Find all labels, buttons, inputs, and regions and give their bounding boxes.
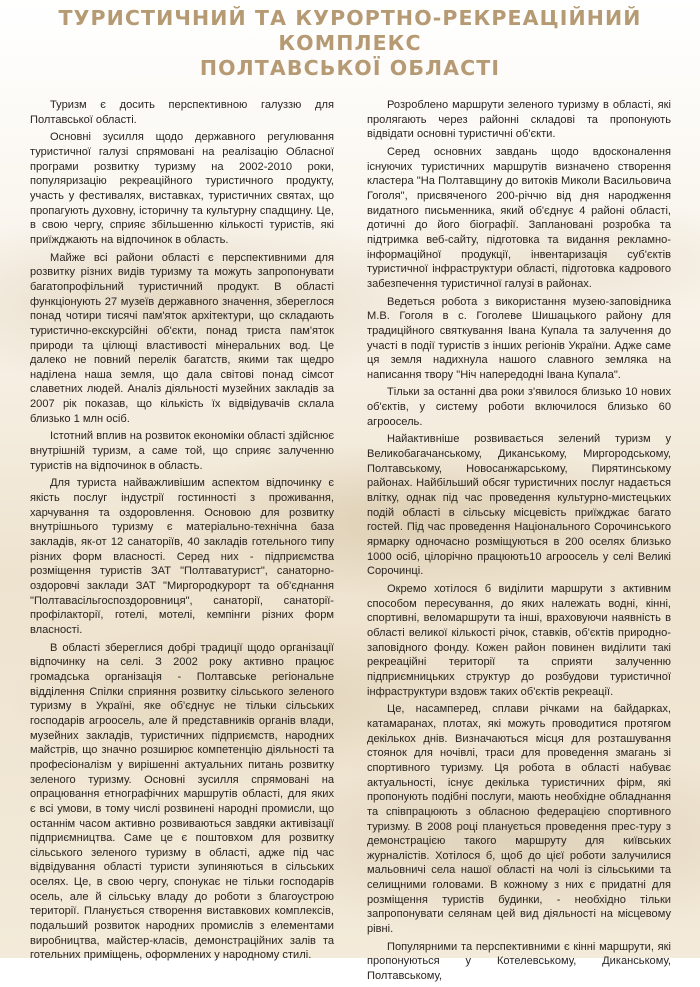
page-title bbox=[0, 6, 700, 81]
left-column bbox=[30, 98, 334, 966]
title-line-1: ТУРИСТИЧНИЙ ТА КУРОРТНО-РЕКРЕАЦІЙНИЙ КОМПЛЕКС bbox=[58, 6, 642, 55]
left-paragraph-5: Для туриста найважливішим аспектом відпочинку є якість послуг індустрії гостинності з проживання, харчування та оздоровлення. Основою для розвитку внутрішнього туризму є матеріально-технічна база закладів, як-от 12 санаторіїв, 40 закладів готельного типу різних форм власності. Серед них - підприємства розміщення туристів ЗАТ "Полтаватурист", санаторно-оздоровчі заклади ЗАТ "Миргородкурорт та об'єднання "Полтавасільгоспоздоровниця", санаторії, санаторії-профілакторії, готелі, мотелі, кемпінги різних форм власності. bbox=[30, 477, 334, 636]
right-column bbox=[367, 98, 671, 987]
title-line-2: ПОЛТАВСЬКОЇ ОБЛАСТІ bbox=[199, 56, 501, 80]
right-paragraph-8: Популярними та перспективними є кінні маршрути, які пропонуються у Котелевському, Диканському, Полтавському, bbox=[367, 940, 671, 983]
right-paragraph-3: Ведеться робота з використання музею-заповідника М.В. Гоголя в с. Гоголеве Шишацького району для традиційного святкування Івана Купала та залучення до участі в події туристів з інших регіонів України. Адже саме ця земля надихнула нашого славного земляка на написання твору "Ніч напередодні Івана Купала". bbox=[367, 295, 671, 381]
right-paragraph-7: Це, насамперед, сплави річками на байдарках, катамаранах, плотах, які можуть проводитися протягом декількох днів. Визначаються місця для розташування стоянок для ночівлі, траси для проведення змагань зі спортивного туризму. Ця робота в області набуває актуальності, існує декілька туристичних фірм, які пропонують подібні послуги, мають необхідне обладнання та співпрацюють з обласною федерацією спортивного туризму. В 2008 році планується проведення прес-туру з демонстрацією такого маршруту для київських журналістів. Хотілося б, щоб до цієї роботи залучилися мальовничі села нашої області на чолі із сільськими та селищними головами. В кожному з них є придатні для розміщення туристів будинки, - необхідно тільки запропонувати селянам цей вид діяльності на місцевому рівні. bbox=[367, 703, 671, 936]
left-paragraph-4: Істотний вплив на розвиток економіки області здійснює внутрішній туризм, а саме той, що сприяє залученню туристів на відпочинок в область. bbox=[30, 430, 334, 472]
right-paragraph-4: Тільки за останні два роки з'явилося близько 10 нових об'єктів, у систему роботи включилося близько 60 агроосель. bbox=[367, 386, 671, 428]
left-paragraph-6: В області збереглися добрі традиції щодо організації відпочинку на селі. З 2002 року активно працює громадська організація - Полтавське регіональне відділення Спілки сприяння розвитку сільського зеленого туризму в Україні, яке об'єднує не тільки сільських господарів агроосель, але й представників органів влади, музейних закладів, туристичних підприємств, народних майстрів, що значно розширює компетенцію діяльності та професіоналізм у вирішенні актуальних питань розвитку зеленого туризму. Основні зусилля спрямовані на опрацювання етнографічних маршрутів області, для яких є всі умови, в тому числі розвинені народні промисли, що останнім часом активно розвиваються завдяки активізації підприємництва. Саме це є поштовхом для розвитку сільського зеленого туризму в області, адже під час відвідування області туристи зупиняються в сільських оселях. Це, в свою чергу, спонукає не тільки господарів осель, але й сільську владу до роботи з благоустрою території. Планується створення виставкових комплексів, подальший розвиток народних промислів з елементами виробництва, майстер-класів, демонстраційних залів та готельних приміщень, оформлених у народному стилі. bbox=[30, 641, 334, 962]
right-paragraph-1: Розроблено маршрути зеленого туризму в області, які пролягають через районні складові та пропонують відвідати основні туристичні об'єкти. bbox=[367, 99, 671, 141]
left-paragraph-2: Основні зусилля щодо державного регулювання туристичної галузі спрямовані на реалізацію Обласної програми розвитку туризму на 2002-2010 роки, популяризацію рекреаційного туристичного продукту, участь у фестивалях, виставках, туристичних святах, що пропагують духовну, історичну та культурну спадщину. Це, в свою чергу, сприяє збільшенню кількості туристів, які приїжджають на відпочинок в область. bbox=[30, 131, 334, 246]
left-paragraph-1: Туризм є досить перспективною галуззю для Полтавської області. bbox=[30, 99, 334, 126]
left-paragraph-3: Майже всі райони області є перспективними для розвитку різних видів туризму та можуть запропонувати багатопрофільний туристичний продукт. В області функціонують 27 музеїв державного значення, збереглося понад чотири тисячі пам'яток архітектури, що складають туристично-екскурсійні об'єкти, понад триста пам'яток природи та цілющі властивості мінеральних вод. Це далеко не повний перелік багатств, якими так щедро наділена наша земля, що дала світові понад сімсот славетних людей. Аналіз діяльності музейних закладів за 2007 рік показав, що кількість їх відвідувачів склала близько 1 млн осіб. bbox=[30, 251, 334, 425]
right-paragraph-6: Окремо хотілося б виділити маршрути з активним способом пересування, до яких належать водні, кінні, спортивні, веломаршрути та інші, враховуючи наявність в області великої кількості річок, ставків, об'єктів природно-заповідного фонду. Кожен район повинен виділити такі рекреаційні території та сприяти залученню підприємницьких структур до розбудови туристичної інфраструктури вздовж таких об'єктів рекреації. bbox=[367, 583, 671, 698]
right-paragraph-5: Найактивніше розвивається зелений туризм у Великобагачанському, Диканському, Миргородському, Полтавському, Новосанжарському, Пирятинському районах. Найбільший обсяг туристичних послуг надається влітку, однак під час проведення культурно-мистецьких подій області в сільську місцевість приїжджає багато гостей. Під час проведення Національного Сорочинського ярмарку одночасно розміщуються в 200 оселях близько 1000 осіб, цілорічно працюють10 агроосель у селі Великі Сорочинці. bbox=[367, 433, 671, 578]
right-paragraph-2: Серед основних завдань щодо вдосконалення існуючих туристичних маршрутів визначено створення кластера "На Полтавщину до витоків Миколи Васильовича Гоголя", присвяченого 200-річчю від дня народження видатного письменника, який об'єднує 4 районі області, дотичні до його біографії. Заплановані розробка та підтримка веб-сайту, підготовка та видання рекламно-інформаційної продукції, інвентаризація суб'єктів туристичної інфраструктури області, підготовка кадрового забезпечення туристичної галузі в районах. bbox=[367, 145, 671, 290]
